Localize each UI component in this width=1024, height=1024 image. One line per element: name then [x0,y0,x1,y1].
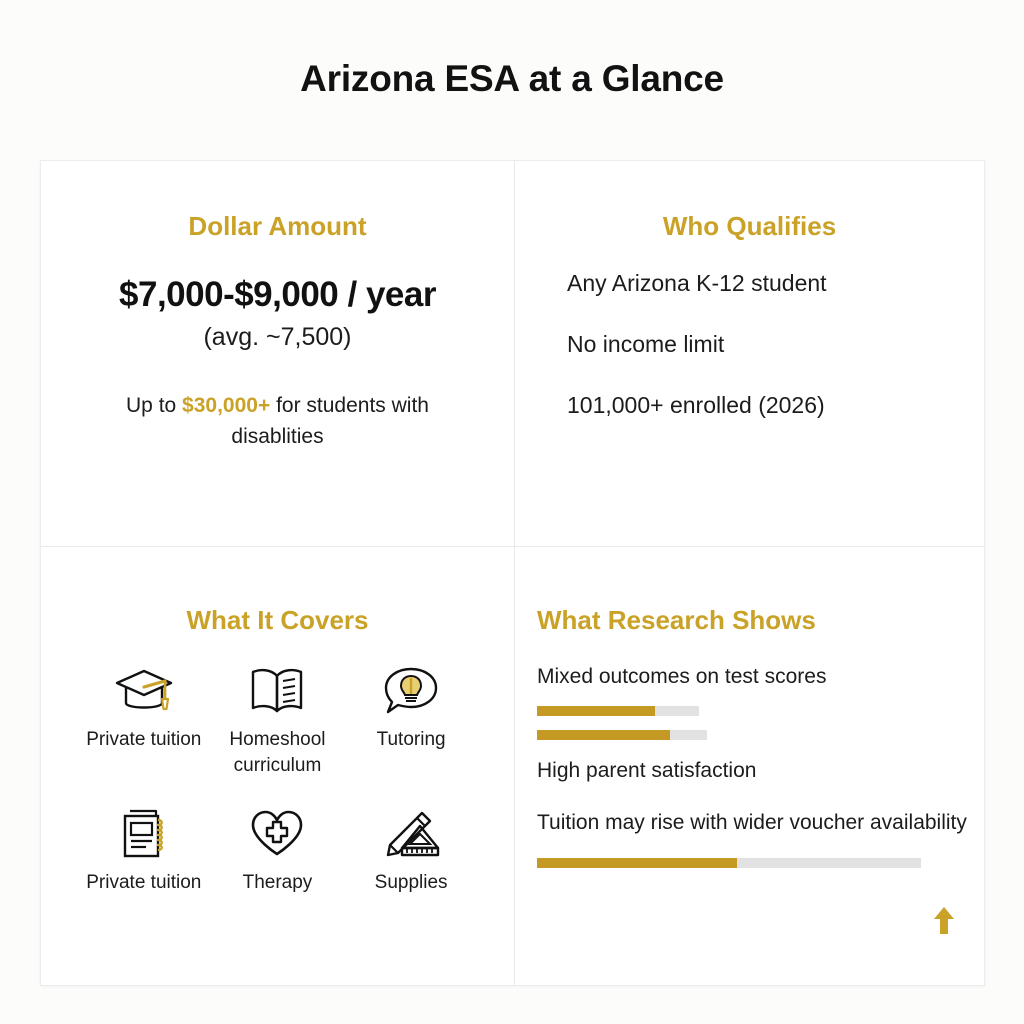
speech-bubble-lightbulb-icon [344,662,478,720]
quadrant-dollar-amount [41,161,514,546]
quadrant-who-qualifies [515,161,984,546]
quadrant-what-research-shows [515,547,984,985]
covers-grid [41,662,514,922]
cover-item [211,805,345,896]
open-book-icon [211,662,345,720]
quadrant-what-it-covers [41,547,514,985]
finding-progress-fill [537,706,655,716]
heart-plus-icon [211,805,345,863]
list-item: Any Arizona K-12 student [567,270,827,296]
note-highlight: $30,000+ [182,394,271,417]
cover-item-label: Supplies [374,872,448,893]
finding-progress-fill [537,730,670,740]
glance-card [40,160,985,986]
finding-label: Tuition may rise with wider voucher availability [537,811,967,834]
note-prefix: Up to [126,394,183,417]
dollar-amount-average: (avg. ~7,500) [203,323,352,351]
cover-item [211,662,345,779]
finding-progress-bar [537,730,707,740]
what-research-shows-heading: What Research Shows [537,605,816,635]
finding-progress-bar [537,858,921,868]
note-suffix: for students with disablities [231,394,429,448]
cover-item-label: Homeshool curriculum [229,729,326,776]
dollar-amount-value: $7,000-$9,000 / year [119,275,436,314]
list-item: No income limit [567,331,725,357]
who-qualifies-list [515,270,984,419]
cover-item-label: Private tuition [86,872,202,893]
graduation-cap-icon [77,662,211,720]
what-it-covers-heading: What It Covers [186,605,369,635]
cover-item [77,805,211,896]
cover-item [77,662,211,779]
pencil-ruler-icon [344,805,478,863]
cover-item [344,662,478,779]
page-title: Arizona ESA at a Glance [300,58,724,99]
dollar-amount-heading: Dollar Amount [188,211,367,241]
cover-item-label: Therapy [242,872,313,893]
finding-label: High parent satisfaction [537,759,757,782]
finding-progress-fill [537,858,737,868]
list-item: 101,000+ enrolled (2026) [567,392,825,418]
cover-item-label: Private tuition [86,729,202,750]
who-qualifies-heading: Who Qualifies [662,211,837,241]
cover-item [344,805,478,896]
finding-label: Mixed outcomes on test scores [537,665,827,688]
dollar-amount-note [41,390,514,452]
notebook-icon [77,805,211,863]
finding-progress-bar [537,706,699,716]
arrow-up-icon [932,905,956,940]
research-findings [515,662,984,982]
cover-item-label: Tutoring [376,729,446,750]
